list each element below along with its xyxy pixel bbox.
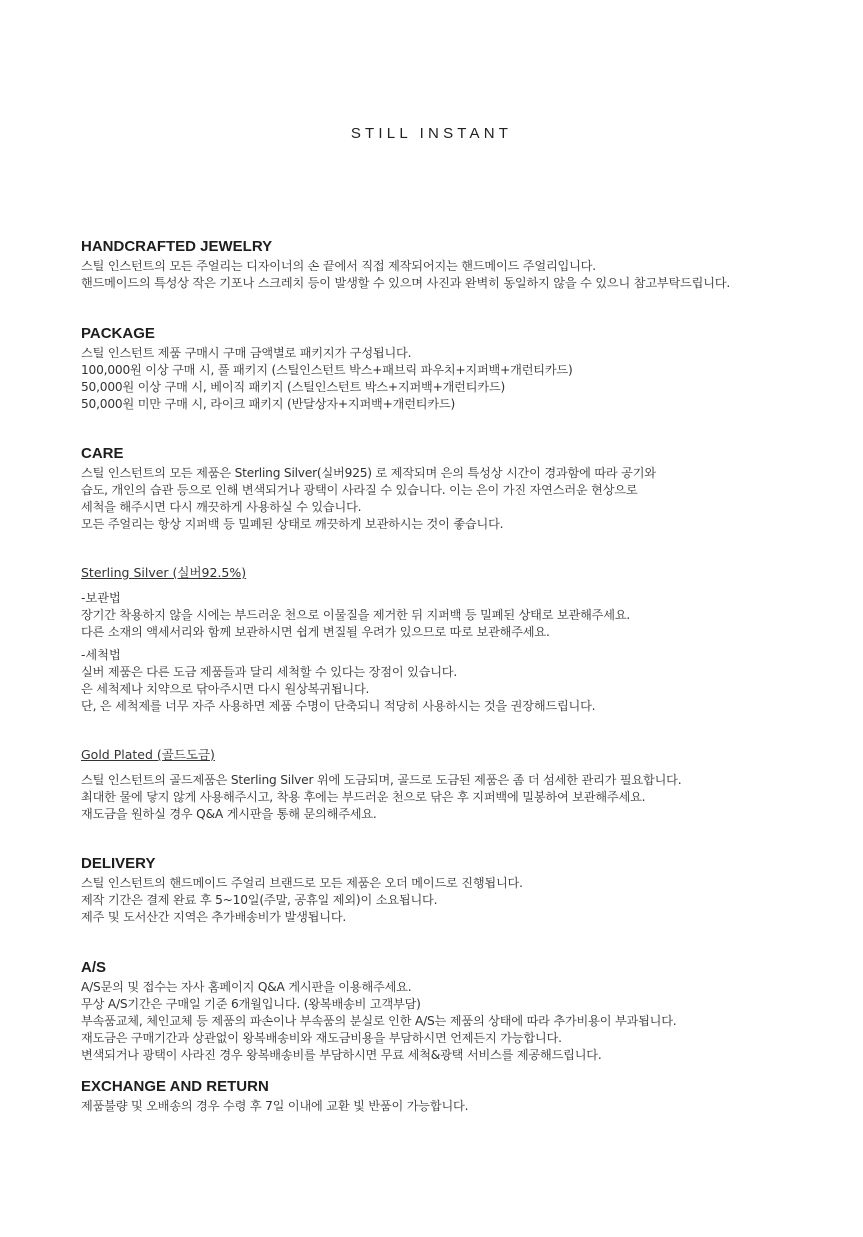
- paragraph-line: 실버 제품은 다른 도금 제품들과 달리 세척할 수 있다는 장점이 있습니다.: [81, 665, 458, 679]
- section-sterling-silver: [81, 564, 841, 715]
- paragraph-line: 제주 및 도서산간 지역은 추가배송비가 발생됩니다.: [81, 910, 347, 924]
- paragraph-line: 스틸 인스턴트의 모든 주얼리는 디자이너의 손 끝에서 직접 제작되어지는 핸드메이드 주얼리입니다.: [81, 259, 596, 273]
- section-delivery: [81, 855, 841, 926]
- storage-label: -보관법: [81, 591, 121, 605]
- section-as: [81, 959, 841, 1064]
- section-care: [81, 445, 841, 533]
- paragraph-line: 세척을 해주시면 다시 깨끗하게 사용하실 수 있습니다.: [81, 500, 362, 514]
- paragraph-line: 스틸 인스턴트의 골드제품은 Sterling Silver 위에 도금되며, 골드로 도금된 제품은 좀 더 섬세한 관리가 필요합니다.: [81, 773, 682, 787]
- section-heading: PACKAGE: [81, 325, 155, 342]
- section-heading: HANDCRAFTED JEWELRY: [81, 238, 273, 255]
- paragraph-line: 제품불량 및 오배송의 경우 수령 후 7일 이내에 교환 빛 반품이 가능합니다.: [81, 1099, 469, 1113]
- section-heading: CARE: [81, 445, 124, 462]
- paragraph-line: 다른 소재의 액세서리와 함께 보관하시면 쉽게 변질될 우려가 있으므로 따로 보관해주세요.: [81, 625, 550, 639]
- paragraph-line: 무상 A/S기간은 구매일 기준 6개월입니다. (왕복배송비 고객부담): [81, 997, 421, 1011]
- paragraph-line: A/S문의 및 접수는 자사 홈페이지 Q&A 게시판을 이용해주세요.: [81, 980, 412, 994]
- paragraph-line: 재도금은 구매기간과 상관없이 왕복배송비와 재도금비용을 부담하시면 언제든지 가능합니다.: [81, 1031, 562, 1045]
- paragraph-line: 습도, 개인의 습관 등으로 인해 변색되거나 광택이 사라질 수 있습니다. 이는 은이 가진 자연스러운 현상으로: [81, 483, 638, 497]
- section-subheading: Sterling Silver (실버92.5%): [81, 565, 247, 580]
- section-heading: A/S: [81, 959, 107, 976]
- section-package: [81, 325, 841, 413]
- paragraph-line: 핸드메이드의 특성상 작은 기포나 스크레치 등이 발생할 수 있으며 사진과 완벽히 동일하지 않을 수 있으니 참고부탁드립니다.: [81, 276, 731, 290]
- paragraph-line: 장기간 착용하지 않을 시에는 부드러운 천으로 이물질을 제거한 뒤 지퍼백 등 밀폐된 상태로 보관해주세요.: [81, 608, 631, 622]
- paragraph-line: 변색되거나 광택이 사라진 경우 왕복배송비를 부담하시면 무료 세척&광택 서비스를 제공해드립니다.: [81, 1048, 602, 1062]
- paragraph-line: 50,000원 이상 구매 시, 베이직 패키지 (스틸인스턴트 박스+지퍼백+개런티카드): [81, 380, 506, 394]
- paragraph-line: 최대한 물에 닿지 않게 사용해주시고, 착용 후에는 부드러운 천으로 닦은 후 지퍼백에 밀봉하여 보관해주세요.: [81, 790, 646, 804]
- paragraph-line: 모든 주얼리는 항상 지퍼백 등 밀폐된 상태로 깨끗하게 보관하시는 것이 좋습니다.: [81, 517, 504, 531]
- paragraph-line: 제작 기간은 결제 완료 후 5~10일(주말, 공휴일 제외)이 소요됩니다.: [81, 893, 438, 907]
- section-subheading: Gold Plated (골드도금): [81, 747, 215, 762]
- paragraph-line: 은 세척제나 치약으로 닦아주시면 다시 원상복귀됩니다.: [81, 682, 370, 696]
- paragraph-line: 스틸 인스턴트의 핸드메이드 주얼리 브랜드로 모든 제품은 오더 메이드로 진행됩니다.: [81, 876, 523, 890]
- paragraph-line: 부속품교체, 체인교체 등 제품의 파손이나 부속품의 분실로 인한 A/S는 제품의 상태에 따라 추가비용이 부과됩니다.: [81, 1014, 677, 1028]
- brand-title: STILL INSTANT: [350, 125, 513, 142]
- paragraph-line: 50,000원 미만 구매 시, 라이크 패키지 (반달상자+지퍼백+개런티카드): [81, 397, 456, 411]
- section-heading: DELIVERY: [81, 855, 156, 872]
- cleaning-label: -세척법: [81, 648, 121, 662]
- paragraph-line: 스틸 인스턴트 제품 구매시 구매 금액별로 패키지가 구성됩니다.: [81, 346, 412, 360]
- paragraph-line: 단, 은 세척제를 너무 자주 사용하면 제품 수명이 단축되니 적당히 사용하시는 것을 권장해드립니다.: [81, 699, 596, 713]
- paragraph-line: 스틸 인스턴트의 모든 제품은 Sterling Silver(실버925) 로 제작되며 은의 특성상 시간이 경과함에 따라 공기와: [81, 466, 656, 480]
- section-exchange: [81, 1078, 841, 1115]
- section-gold-plated: [81, 746, 841, 823]
- section-handcrafted: [81, 238, 841, 292]
- paragraph-line: 100,000원 이상 구매 시, 풀 패키지 (스틸인스턴트 박스+패브릭 파우치+지퍼백+개런티카드): [81, 363, 573, 377]
- paragraph-line: 재도금을 원하실 경우 Q&A 게시판을 통해 문의해주세요.: [81, 807, 377, 821]
- section-heading: EXCHANGE AND RETURN: [81, 1078, 269, 1095]
